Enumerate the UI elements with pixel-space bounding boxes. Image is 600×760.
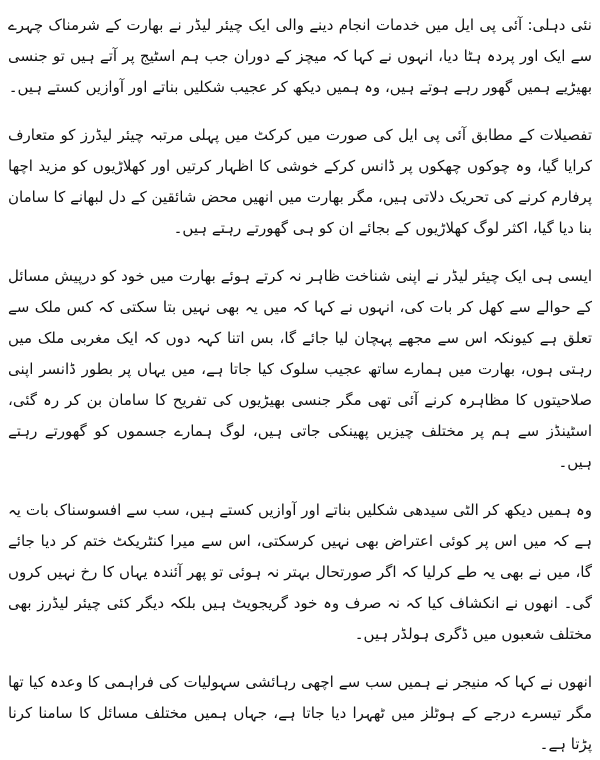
article-paragraph-5: انھوں نے کہا کہ منیجر نے ہمیں سب سے اچھی رہائشی سہولیات کی فراہمی کا وعدہ کیا تھا مگر تیسرے درجے کے ہوٹلز میں ٹھہرا دیا جاتا ہے، جہاں ہمیں مختلف مسائل کا سامنا کرنا پڑتا ہے۔ — [8, 673, 592, 753]
article-paragraph-2: تفصیلات کے مطابق آئی پی ایل کی صورت میں کرکٹ میں پہلی مرتبہ چیئر لیڈرز کو متعارف کرایا گیا، وہ چوکوں چھکوں پر ڈانس کرکے خوشی کا اظہار کرتیں اور کھلاڑیوں کو مزید اچھا پرفارم کرنے کی تحریک دلاتی ہیں، مگر بھارت میں انھیں محض شائقین کے دل لبھانے کا سامان بنا دیا گیا، اکثر لوگ کھلاڑیوں کے بجائے ان کو ہی گھورتے رہتے ہیں۔ — [8, 126, 592, 237]
article-paragraph-3: ایسی ہی ایک چیئر لیڈر نے اپنی شناخت ظاہر نہ کرتے ہوئے بھارت میں خود کو درپیش مسائل کے حوالے سے کھل کر بات کی، انہوں نے کہا کہ میں یہ بھی نہیں بتا سکتی کہ کس ملک سے تعلق ہے کیونکہ اس سے مجھے پہچان لیا جائے گا، بس اتنا کہہ دوں کہ ایک مغربی ملک میں رہتی ہوں، بھارت میں ہمارے ساتھ عجیب سلوک کیا جاتا ہے، میں یہاں پر بطور ڈانسر اپنی صلاحیتوں کا مظاہرہ کرنے آئی تھی مگر جنسی بھیڑیوں کی تفریح کا سامان بن کر رہ گئی، اسٹینڈز سے ہم پر مختلف چیزیں پھینکی جاتی ہیں، لوگ ہمارے جسموں کو گھورتے رہتے ہیں۔ — [8, 267, 592, 471]
news-article — [8, 10, 592, 760]
article-paragraph-4: وہ ہمیں دیکھ کر الٹی سیدھی شکلیں بناتے اور آوازیں کستے ہیں، سب سے افسوسناک بات یہ ہے کہ میں اس پر کوئی اعتراض بھی نہیں کرسکتی، اس سے میرا کنٹریکٹ ختم کر دیا جائے گا، میں نے بھی یہ طے کرلیا کہ اگر صورتحال بہتر نہ ہوئی تو پھر آئندہ یہاں کا رخ نہیں کروں گی۔ انھوں نے انکشاف کیا کہ نہ صرف وہ خود گریجویٹ ہیں بلکہ دیگر کئی چیئر لیڈرز بھی مختلف شعبوں میں ڈگری ہولڈر ہیں۔ — [8, 501, 592, 643]
article-paragraph-1: نئی دہلی: آئی پی ایل میں خدمات انجام دینے والی ایک چیئر لیڈر نے بھارت کے شرمناک چہرے سے ایک اور پردہ ہٹا دیا، انہوں نے کہا کہ میچز کے دوران جب ہم اسٹیج پر آتے ہیں تو جنسی بھیڑیے ہمیں گھور رہے ہوتے ہیں، وہ ہمیں دیکھ کر عجیب شکلیں بناتے اور آوازیں کستے ہیں۔ — [8, 16, 592, 96]
